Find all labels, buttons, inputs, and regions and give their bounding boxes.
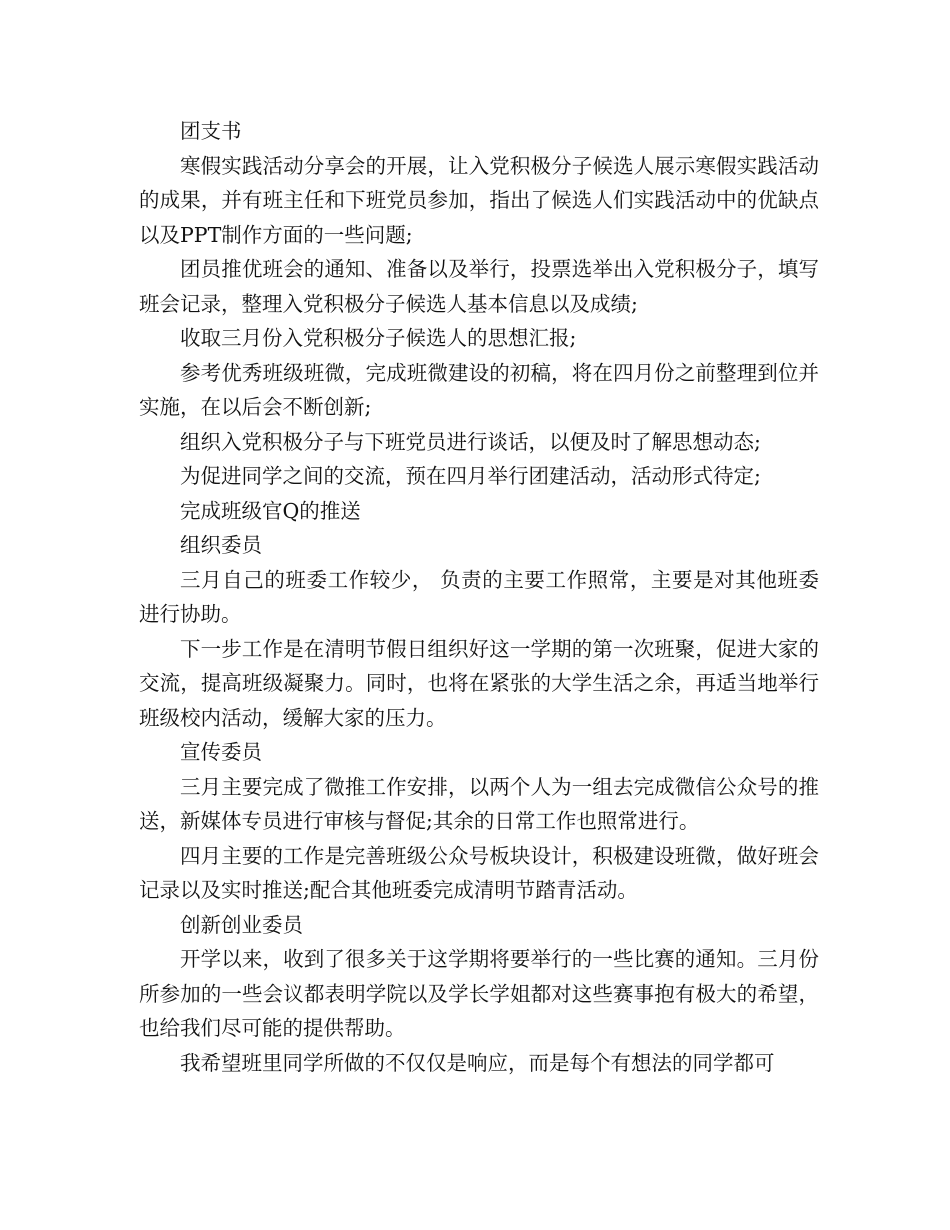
heading-league-secretary: 团支书 <box>180 119 242 143</box>
document-body <box>139 114 819 1080</box>
paragraph: 组织入党积极分子与下班党员进行谈话，以便及时了解思想动态; <box>180 429 761 454</box>
paragraph: 我希望班里同学所做的不仅仅是响应，而是每个有想法的同学都可 <box>180 1050 775 1075</box>
paragraph: 完成班级官Q的推送 <box>180 498 361 523</box>
paragraph: 开学以来，收到了很多关于这学期将要举行的一些比赛的通知。三月份所参加的一些会议都表明学院以及学长学姐都对这些赛事抱有极大的希望，也给我们尽可能的提供帮助。 <box>139 947 819 1040</box>
heading-publicity-member: 宣传委员 <box>180 740 262 764</box>
paragraph: 为促进同学之间的交流，预在四月举行团建活动，活动形式待定; <box>180 464 761 488</box>
paragraph: 下一步工作是在清明节假日组织好这一学期的第一次班聚，促进大家的交流，提高班级凝聚力。同时，也将在紧张的大学生活之余，再适当地举行班级校内活动，缓解大家的压力。 <box>139 636 819 730</box>
paragraph: 参考优秀班级班微，完成班微建设的初稿，将在四月份之前整理到位并实施，在以后会不断创新; <box>139 360 819 419</box>
paragraph: 寒假实践活动分享会的开展，让入党积极分子候选人展示寒假实践活动的成果，并有班主任和下班党员参加，指出了候选人们实践活动中的优缺点以及PPT制作方面的一些问题; <box>139 153 819 247</box>
paragraph: 收取三月份入党积极分子候选人的思想汇报; <box>180 326 577 350</box>
heading-organization-member: 组织委员 <box>180 533 262 557</box>
paragraph: 三月主要完成了微推工作安排，以两个人为一组去完成微信公众号的推送，新媒体专员进行审核与督促;其余的日常工作也照常进行。 <box>139 774 819 833</box>
paragraph: 四月主要的工作是完善班级公众号板块设计，积极建设班微，做好班会记录以及实时推送;配合其他班委完成清明节踏青活动。 <box>139 843 819 902</box>
heading-innovation-member: 创新创业委员 <box>180 912 303 937</box>
paragraph: 团员推优班会的通知、准备以及举行，投票选举出入党积极分子，填写班会记录，整理入党积极分子候选人基本信息以及成绩; <box>139 257 819 316</box>
paragraph: 三月自己的班委工作较少， 负责的主要工作照常，主要是对其他班委进行协助。 <box>139 567 819 626</box>
